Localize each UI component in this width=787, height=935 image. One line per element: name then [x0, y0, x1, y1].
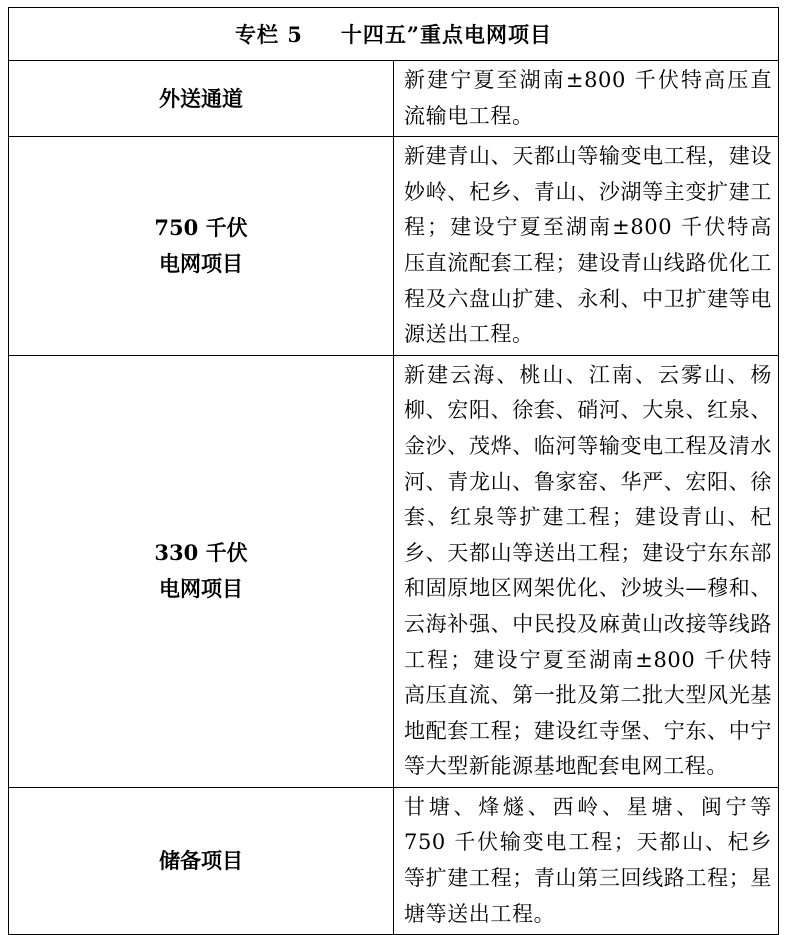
row-heading: [9, 355, 394, 787]
table-row: [9, 137, 779, 356]
table-title-row: [9, 8, 779, 61]
row-heading-line: 外送通道: [159, 85, 243, 111]
column-title: 十四五”重点电网项目: [340, 22, 553, 47]
column-number: 专栏 5: [234, 22, 303, 47]
row-heading: [9, 61, 394, 137]
row-heading-line: 750 千伏: [154, 214, 248, 240]
row-heading: [9, 787, 394, 934]
key-grid-projects-table: [8, 7, 779, 935]
row-content: 新建青山、天都山等输变电工程，建设妙岭、杞乡、青山、沙湖等主变扩建工程；建设宁夏至湖南±800 千伏特高压直流配套工程；建设青山线路优化工程及六盘山扩建、永利、中卫扩建等电源送出工程。: [394, 137, 779, 356]
row-heading: [9, 137, 394, 356]
table-title: [9, 8, 779, 61]
row-content: 新建宁夏至湖南±800 千伏特高压直流输电工程。: [394, 61, 779, 137]
row-heading-line: 电网项目: [159, 250, 243, 276]
table-row: [9, 61, 779, 137]
row-heading-line: 储备项目: [159, 848, 243, 874]
row-content: 新建云海、桃山、江南、云雾山、杨柳、宏阳、徐套、硝河、大泉、红泉、金沙、茂烨、临河等输变电工程及清水河、青龙山、鲁家窑、华严、宏阳、徐套、红泉等扩建工程；建设青山、杞乡、天都山等送出工程；建设宁东东部和固原地区网架优化、沙坡头—穆和、云海补强、中民投及麻黄山改接等线路工程；建设宁夏至湖南±800 千伏特高压直流、第一批及第二批大型风光基地配套工程；建设红寺堡、宁东、中宁等大型新能源基地配套电网工程。: [394, 355, 779, 787]
row-content: 甘塘、烽燧、西岭、星塘、闽宁等 750 千伏输变电工程；天都山、杞乡等扩建工程；青山第三回线路工程；星塘等送出工程。: [394, 787, 779, 934]
row-heading-line: 电网项目: [159, 576, 243, 602]
row-heading-line: 330 千伏: [154, 540, 248, 566]
table-row: [9, 355, 779, 787]
table-row: [9, 787, 779, 934]
